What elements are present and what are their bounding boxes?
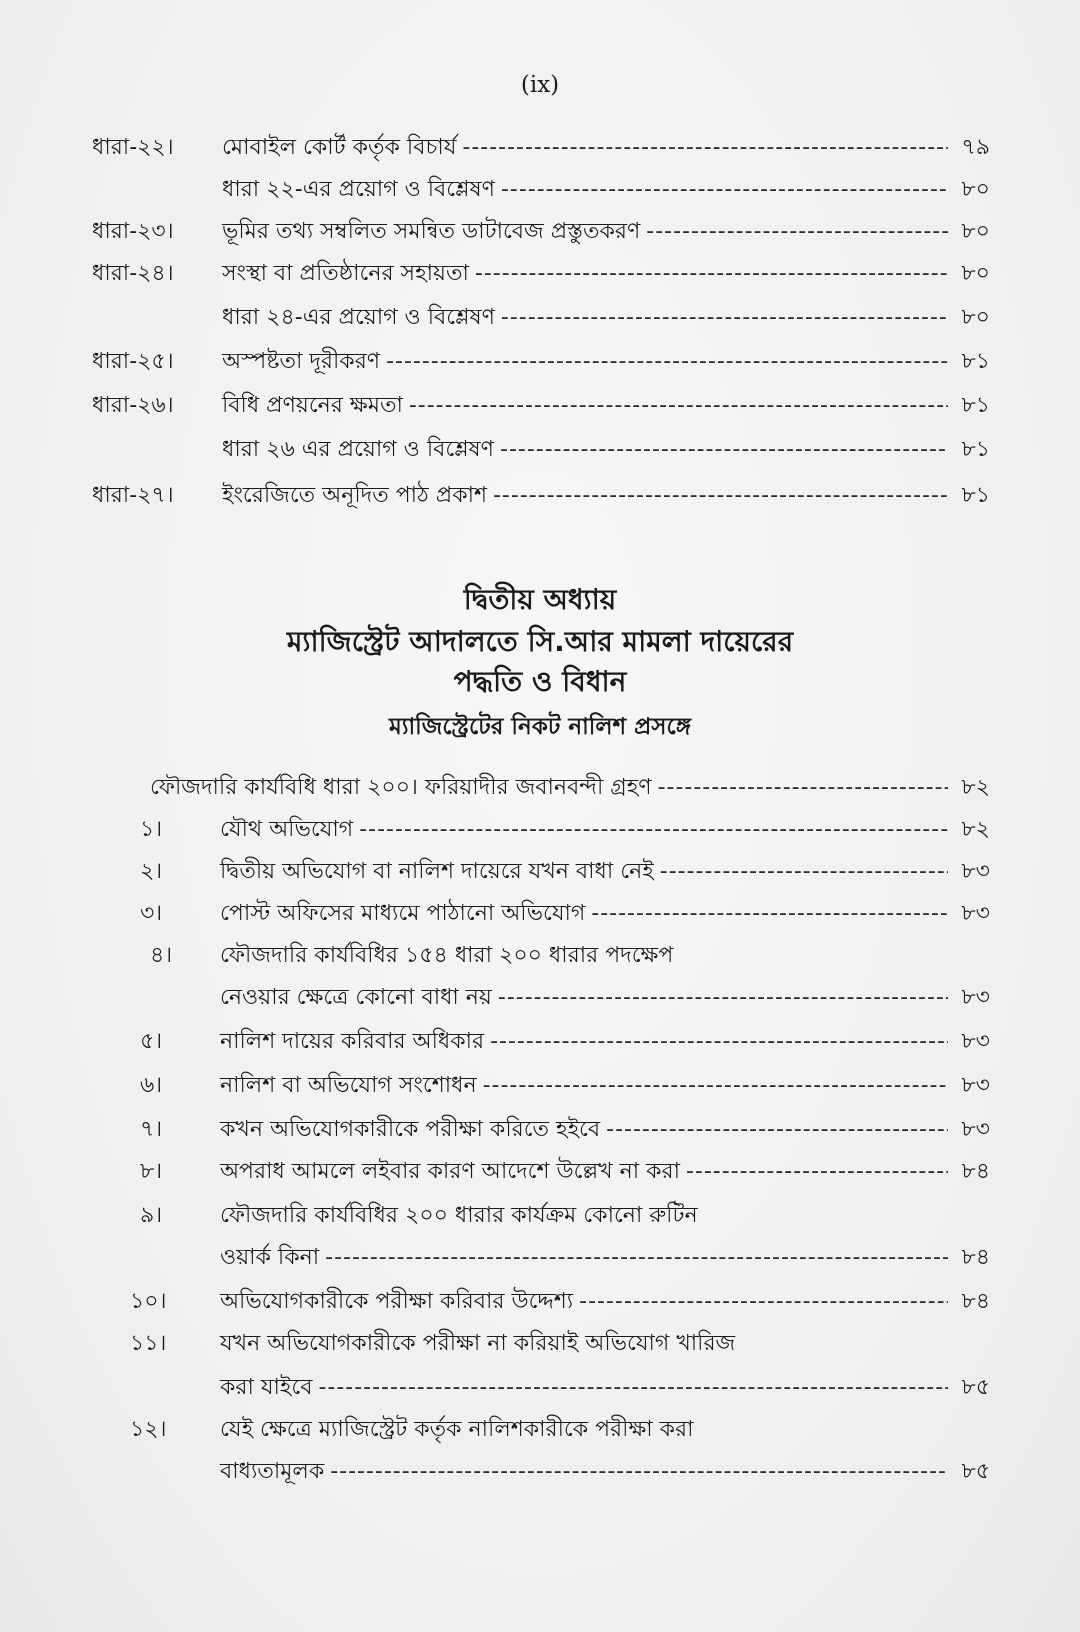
- dot-leader: [658, 768, 948, 808]
- entry-title: অস্পষ্টতা দূরীকরণ: [222, 349, 381, 374]
- toc-entry: [140, 852, 990, 892]
- entry-title: নালিশ দায়ের করিবার অধিকার: [220, 1029, 485, 1054]
- dot-leader: [359, 810, 948, 850]
- toc-entry-line1: [140, 1196, 990, 1236]
- entry-title: পোস্ট অফিসের মাধ্যমে পাঠানো অভিযোগ: [220, 901, 586, 926]
- entry-page: ৮১: [961, 393, 990, 418]
- toc-entry-line1: [150, 936, 990, 976]
- section-heading-page: ৮২: [961, 775, 990, 800]
- section-heading-title: ফৌজদারি কার্যবিধি ধারা ২০০। ফরিয়াদীর জবানবন্দী গ্রহণ: [150, 775, 652, 800]
- entry-number: ১।: [140, 817, 163, 842]
- toc-entry-line1: [130, 1324, 990, 1364]
- entry-title: নালিশ বা অভিযোগ সংশোধন: [220, 1073, 477, 1098]
- toc-entry: [140, 810, 990, 850]
- toc-entry: [140, 1152, 990, 1192]
- entry-page: ৮৩: [961, 985, 990, 1010]
- entry-page: ৮১: [961, 349, 990, 374]
- entry-page: ৭৯: [961, 135, 990, 160]
- entry-title: ফৌজদারি কার্যবিধির ২০০ ধারার কার্যক্রম কোনো রুটিন: [220, 1203, 698, 1228]
- toc-entry: [92, 476, 990, 516]
- entry-page: ৮১: [961, 437, 990, 462]
- entry-title: ধারা ২৬ এর প্রয়োগ ও বিশ্লেষণ: [222, 437, 494, 462]
- dot-leader: [579, 1282, 948, 1322]
- entry-page: ৮৪: [961, 1289, 990, 1314]
- chapter-title-line2: পদ্ধতি ও বিধান: [453, 665, 627, 698]
- page-number: (ix): [520, 72, 560, 98]
- chapter-title-line1: ম্যাজিস্ট্রেট আদালতে সি.আর মামলা দায়েরের: [286, 625, 794, 658]
- entry-page: ৮৩: [961, 901, 990, 926]
- dot-leader: [483, 1066, 948, 1106]
- toc-entry: [92, 170, 990, 210]
- entry-title-continued: ওয়ার্ক কিনা: [220, 1245, 320, 1270]
- toc-entry-line2: [220, 1368, 990, 1408]
- toc-entry: [92, 342, 990, 382]
- section-label: ধারা-২২।: [92, 135, 174, 160]
- dot-leader: [606, 1110, 948, 1150]
- entry-page: ৮১: [961, 483, 990, 508]
- toc-entry: [140, 894, 990, 934]
- toc-entry-line1: [130, 1410, 990, 1450]
- entry-page: ৮০: [961, 219, 990, 244]
- entry-number: ৮।: [140, 1159, 163, 1184]
- dot-leader: [318, 1368, 948, 1408]
- entry-title: যৌথ অভিযোগ: [220, 817, 354, 842]
- entry-page: ৮০: [961, 305, 990, 330]
- dot-leader: [660, 852, 948, 892]
- entry-page: ৮৩: [961, 1029, 990, 1054]
- entry-title: ধারা ২৪-এর প্রয়োগ ও বিশ্লেষণ: [222, 305, 495, 330]
- section-label: ধারা-২৭।: [92, 483, 174, 508]
- entry-title: অভিযোগকারীকে পরীক্ষা করিবার উদ্দেশ্য: [220, 1289, 574, 1314]
- toc-entry-line2: [220, 1452, 990, 1492]
- toc-entry: [92, 298, 990, 338]
- entry-page: ৮০: [961, 177, 990, 202]
- dot-leader: [493, 476, 948, 516]
- entry-title: ইংরেজিতে অনূদিত পাঠ প্রকাশ: [222, 483, 487, 508]
- entry-page: ৮৫: [961, 1459, 990, 1484]
- entry-number: ৫।: [140, 1029, 163, 1054]
- section-label: ধারা-২৬।: [92, 393, 174, 418]
- toc-entry: [92, 212, 990, 252]
- dot-leader: [501, 298, 948, 338]
- dot-leader: [591, 894, 948, 934]
- entry-title: ভূমির তথ্য সম্বলিত সমন্বিত ডাটাবেজ প্রস্তুতকরণ: [222, 219, 641, 244]
- dot-leader: [475, 254, 948, 294]
- entry-page: ৮৩: [961, 1117, 990, 1142]
- entry-number: ৬।: [140, 1073, 163, 1098]
- entry-page: ৮৪: [961, 1245, 990, 1270]
- section-label: ধারা-২৪।: [92, 261, 174, 286]
- toc-entry: [92, 254, 990, 294]
- entry-number: ৪।: [150, 943, 173, 968]
- dot-leader: [386, 342, 948, 382]
- entry-number: ১২।: [130, 1417, 167, 1442]
- entry-title: দ্বিতীয় অভিযোগ বা নালিশ দায়েরে যখন বাধা নেই: [220, 859, 654, 884]
- dot-leader: [500, 430, 948, 470]
- toc-entry: [130, 1282, 990, 1322]
- entry-title: অপরাধ আমলে লইবার কারণ আদেশে উল্লেখ না করা: [220, 1159, 680, 1184]
- dot-leader: [490, 1022, 948, 1062]
- entry-title: যখন অভিযোগকারীকে পরীক্ষা না করিয়াই অভিযোগ খারিজ: [220, 1331, 736, 1356]
- entry-number: ১০।: [130, 1289, 167, 1314]
- toc-entry: [140, 1066, 990, 1106]
- section-label: ধারা-২৫।: [92, 349, 174, 374]
- entry-title: ফৌজদারি কার্যবিধির ১৫৪ ধারা ২০০ ধারার পদক্ষেপ: [220, 943, 674, 968]
- dot-leader: [409, 386, 948, 426]
- entry-number: ৭।: [140, 1117, 163, 1142]
- entry-title: বিধি প্রণয়নের ক্ষমতা: [222, 393, 403, 418]
- dot-leader: [462, 128, 948, 168]
- entry-number: ৯।: [140, 1203, 163, 1228]
- section-label: ধারা-২৩।: [92, 219, 174, 244]
- entry-title: ধারা ২২-এর প্রয়োগ ও বিশ্লেষণ: [222, 177, 495, 202]
- entry-number: ২।: [140, 859, 163, 884]
- entry-title-continued: বাধ্যতামূলক: [220, 1459, 325, 1484]
- entry-title: যেই ক্ষেত্রে ম্যাজিস্ট্রেট কর্তৃক নালিশকারীকে পরীক্ষা করা: [220, 1417, 694, 1442]
- entry-page: ৮০: [961, 261, 990, 286]
- section-heading: [150, 768, 990, 808]
- entry-page: ৮২: [961, 817, 990, 842]
- entry-number: ৩।: [140, 901, 163, 926]
- entry-page: ৮৩: [961, 859, 990, 884]
- toc-entry: [92, 430, 990, 470]
- entry-page: ৮৫: [961, 1375, 990, 1400]
- toc-entry-line2: [220, 978, 990, 1018]
- entry-page: ৮৪: [961, 1159, 990, 1184]
- dot-leader: [330, 1452, 948, 1492]
- dot-leader: [498, 978, 948, 1018]
- dot-leader: [325, 1238, 948, 1278]
- entry-page: ৮৩: [961, 1073, 990, 1098]
- toc-entry: [140, 1110, 990, 1150]
- dot-leader: [501, 170, 948, 210]
- toc-entry: [92, 128, 990, 168]
- dot-leader: [646, 212, 948, 252]
- entry-title: কখন অভিযোগকারীকে পরীক্ষা করিতে হইবে: [220, 1117, 601, 1142]
- toc-entry: [140, 1022, 990, 1062]
- entry-title: সংস্থা বা প্রতিষ্ঠানের সহায়তা: [222, 261, 469, 286]
- entry-number: ১১।: [130, 1331, 167, 1356]
- chapter-subtitle: ম্যাজিস্ট্রেটের নিকট নালিশ প্রসঙ্গে: [389, 714, 691, 740]
- entry-title: মোবাইল কোর্ট কর্তৃক বিচার্য: [222, 135, 457, 160]
- dot-leader: [686, 1152, 948, 1192]
- toc-entry-line2: [220, 1238, 990, 1278]
- toc-entry: [92, 386, 990, 426]
- entry-title-continued: করা যাইবে: [220, 1375, 313, 1400]
- entry-title-continued: নেওয়ার ক্ষেত্রে কোনো বাধা নয়: [220, 985, 492, 1010]
- chapter-label: দ্বিতীয় অধ্যায়: [463, 583, 617, 616]
